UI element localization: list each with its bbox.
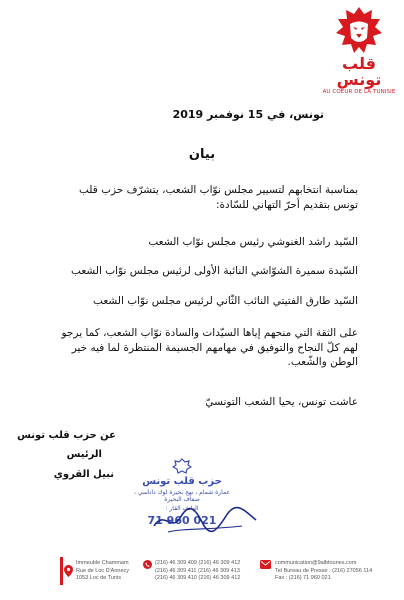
paragraph-speaker: السّيد راشد الغنوشي رئيس مجلس نوّاب الشعب (148, 236, 358, 248)
phone-icon (143, 560, 152, 569)
stamp-brand: حزب قلب تونس (142, 476, 222, 487)
document-title: بيان (188, 147, 216, 162)
mail-icon (260, 560, 271, 569)
document-date: تونس، في 15 نوفمبر 2019 (172, 108, 324, 121)
paragraph-second-deputy: السّيد طارق الفتيتي النائب الثّاني لرئيس مجلس نوّاب الشعب (93, 295, 358, 307)
paragraph-closing: عاشت تونس، يحيا الشعب التونسيّ (205, 396, 358, 408)
paragraph-intro: بمناسبة انتخابهم لتسيير مجلس نوّاب الشعب، يتشرّف حزب قلب تونس بتقديم أحرّ التهاني للسّادة: (78, 184, 358, 211)
handwritten-signature (150, 502, 260, 538)
logo-tagline: AU COEUR DE LA TUNISIE (322, 89, 396, 95)
signature-role: الرئيس (66, 449, 102, 460)
stamp-phone: 71 960 021 (147, 514, 217, 527)
location-pin-icon (64, 565, 73, 577)
signature-name: نبيل القروي (53, 469, 114, 480)
party-logo (320, 4, 398, 95)
stamp-phone-label: الهاتف القار : (165, 505, 199, 512)
footer-contact: communication@9albtounes.com Tel Bureau de Presse : (216) 27056 114 Fax : (216) 71 960 021 (275, 560, 373, 581)
stamp-address: عمارة شمام ، نهج بحيرة لوك داناسي ، ضفاف البحيرة (133, 489, 231, 503)
logo-brand-text: قلب تونس (336, 54, 382, 89)
lion-icon (333, 4, 385, 56)
footer-phones: (216) 46 309 409 (216) 46 309 412 (216) 46 309 411 (216) 46 309 413 (216) 46 309 410 (216) 46 309 412 (155, 560, 241, 581)
stamp-lion-icon (172, 458, 192, 474)
footer-flag-bar (60, 557, 63, 585)
signature-party-line: عن حزب قلب تونس (17, 430, 116, 441)
paragraph-first-deputy: السّيدة سميرة الشوّاشي النائبة الأولى لرئيس مجلس نوّاب الشعب (71, 265, 358, 277)
paragraph-wishes: على الثقة التي منحهم إياها السيّدات والسادة نوّاب الشعب، كما يرجو لهم كلّ النجاح والتوفيق في مهامهم الجسيمة المنتظرة لما فيه خير الوطن والشّعب. (61, 327, 358, 368)
footer-address: Immeuble Chammam Rue de Loc D'Annecy 1053 Loc de Tunis (76, 560, 130, 581)
